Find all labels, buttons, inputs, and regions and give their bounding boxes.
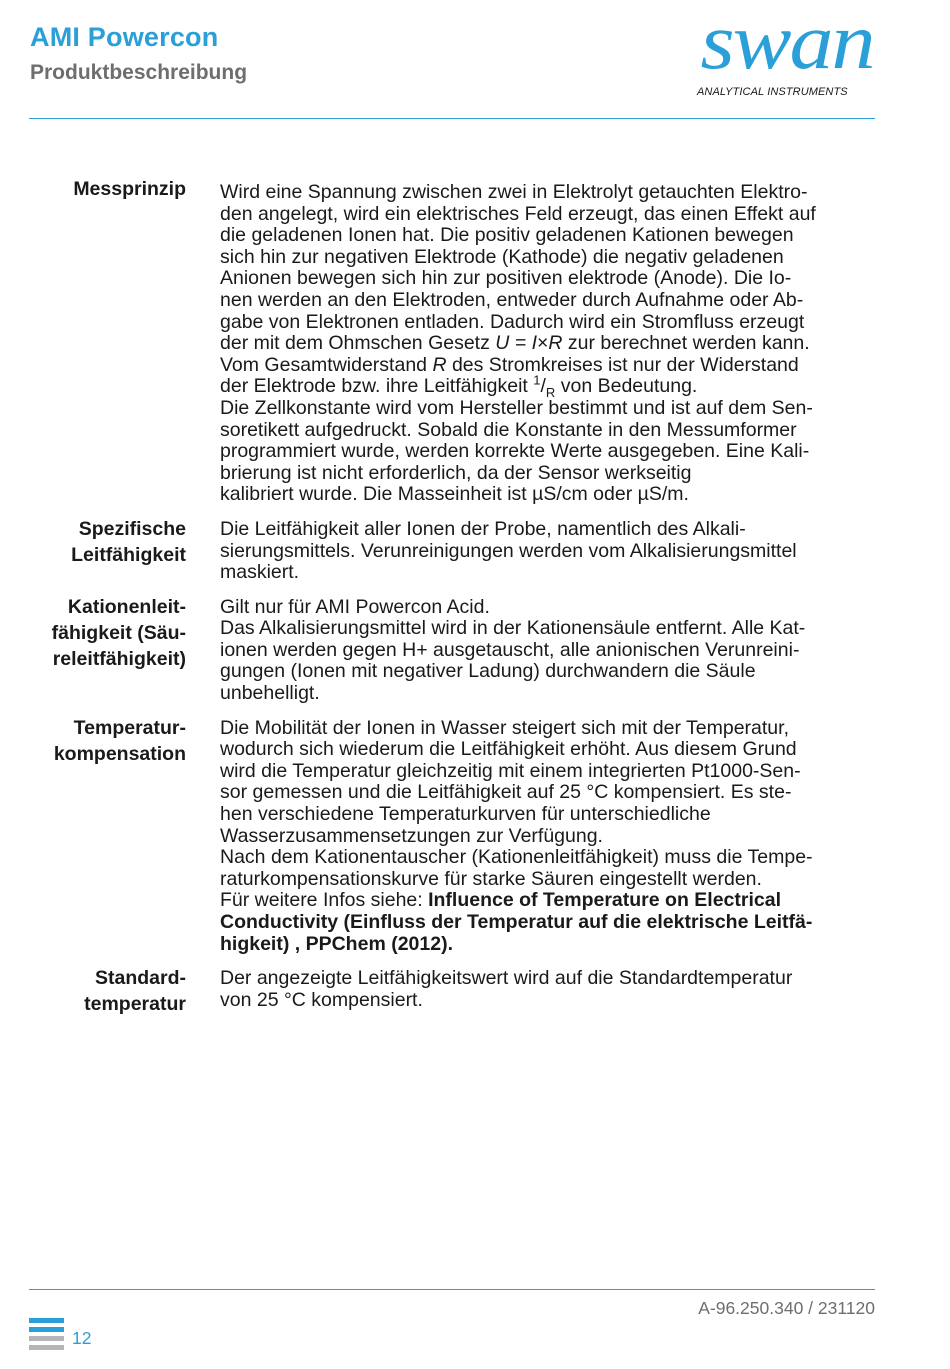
document-title: AMI Powercon xyxy=(30,22,219,52)
paragraph: Die Zellkonstante wird vom Hersteller bestimmt und ist auf dem Sen- soretikett aufgedruckt. Sobald die Konstante in den Messumformer programmiert wurde, werden korrekte Werte ausgegeben. Eine Kali- brierung ist nicht erforderlich, da der Sensor werkseitig kalibriert wurde. Die Masseinheit ist µS/cm oder µS/m. xyxy=(220,396,813,506)
footer-divider xyxy=(29,1289,875,1290)
fraction-numerator: 1 xyxy=(533,372,541,388)
section-label: Standard- temperatur xyxy=(84,967,186,1016)
text-run: des Stromkreises ist nur der Widerstand der Elektrode bzw. ihre Leitfähigkeit xyxy=(220,353,799,398)
document-code: A-96.250.340 / 231120 xyxy=(698,1298,875,1318)
paragraph: Die Leitfähigkeit aller Ionen der Probe, namentlich des Alkali- sierungsmittels. Verunreinigungen werden vom Alkalisierungsmittel maskiert. xyxy=(220,517,797,584)
section-kationenleitfaehigkeit xyxy=(0,594,950,705)
section-messprinzip xyxy=(0,176,950,506)
paragraph xyxy=(220,181,880,401)
resistance-symbol: R xyxy=(432,353,447,376)
section-label: Temperatur- kompensation xyxy=(53,716,186,765)
header-divider xyxy=(29,118,875,119)
text-run: zur berechnet werden kann. Vom Gesamtwiderstand xyxy=(220,332,810,376)
section-standardtemperatur xyxy=(0,965,950,1017)
marker-bar xyxy=(29,1345,64,1350)
fraction-slash: / xyxy=(540,375,546,398)
times-symbol: × xyxy=(537,332,549,355)
section-spezifische-leitfaehigkeit xyxy=(0,516,950,584)
marker-bar xyxy=(29,1336,64,1341)
paragraph: Gilt nur für AMI Powercon Acid. xyxy=(220,595,490,618)
text-run: von Bedeutung. xyxy=(555,375,698,398)
paragraph: Der angezeigte Leitfähigkeitswert wird auf die Standardtemperatur von 25 °C kompensiert. xyxy=(220,967,793,1011)
section-label: Kationenleit- fähigkeit (Säu- releitfähigkeit) xyxy=(51,595,186,670)
section-body xyxy=(220,715,880,956)
section-label: Messprinzip xyxy=(73,178,186,200)
paragraph: Nach dem Kationentauscher (Kationenleitfähigkeit) muss die Tempe- raturkompensationskurve für starke Säuren eingestellt werden. xyxy=(220,846,813,890)
swan-logo: swan xyxy=(700,0,874,87)
text-run: Wird eine Spannung zwischen zwei in Elektrolyt getauchten Elektro- den angelegt, wird ein elektrisches Feld erzeugt, das einen Effekt auf die geladenen Ionen hat. Die positiv geladenen Kationen bewegen sich hin zur negativen Elektrode (Kathode) die negativ geladenen Anionen bewegen sich hin zur positiven elektrode (Anode). Die Io- nen werden an den Elektroden, entweder durch Aufnahme oder Ab- gabe von Elektronen entladen. Dadurch wird ein Stromfluss erzeugt der mit dem Ohmschen Gesetz xyxy=(220,181,816,355)
formula-text: U = I xyxy=(495,332,538,355)
section-body xyxy=(220,594,880,705)
paragraph xyxy=(220,890,880,955)
section-temperaturkompensation xyxy=(0,715,950,956)
text-run: Für weitere Infos siehe: xyxy=(220,889,429,912)
section-body xyxy=(220,176,880,506)
page-number: 12 xyxy=(72,1328,92,1348)
fraction-denominator: R xyxy=(545,385,556,401)
reference-citation: Influence of Temperature on Electrical Conductivity (Einfluss der Temperatur auf die elektrische Leitfä- higkeit) , PPChem (2012). xyxy=(220,889,813,955)
paragraph: Das Alkalisierungsmittel wird in der Kationensäule entfernt. Alle Kat- ionen werden gegen H+ ausgetauscht, alle anionischen Verunreini- gungen (Ionen mit negativer Ladung) durchwandern die Säule unbehelligt. xyxy=(220,617,806,705)
formula-r: R xyxy=(548,332,563,355)
page-marker-icon xyxy=(29,1318,64,1354)
document-subtitle: Produktbeschreibung xyxy=(30,61,248,84)
marker-bar xyxy=(29,1318,64,1323)
section-body xyxy=(220,965,880,1017)
section-label: Spezifische Leitfähigkeit xyxy=(71,517,186,566)
paragraph: Die Mobilität der Ionen in Wasser steigert sich mit der Temperatur, wodurch sich wiederum die Leitfähigkeit erhöht. Aus diesem Grund wird die Temperatur gleichzeitig mit einem integrierten Pt1000-Sen- sor gemessen und die Leitfähigkeit auf 25 °C kompensiert. Es ste- hen verschiedene Temperaturkurven für unterschiedliche Wasserzusammensetzungen zur Verfügung. xyxy=(220,716,801,847)
logo-tagline: ANALYTICAL INSTRUMENTS xyxy=(697,86,848,98)
content-area xyxy=(0,176,950,1027)
section-body xyxy=(220,516,880,584)
marker-bar xyxy=(29,1327,64,1332)
